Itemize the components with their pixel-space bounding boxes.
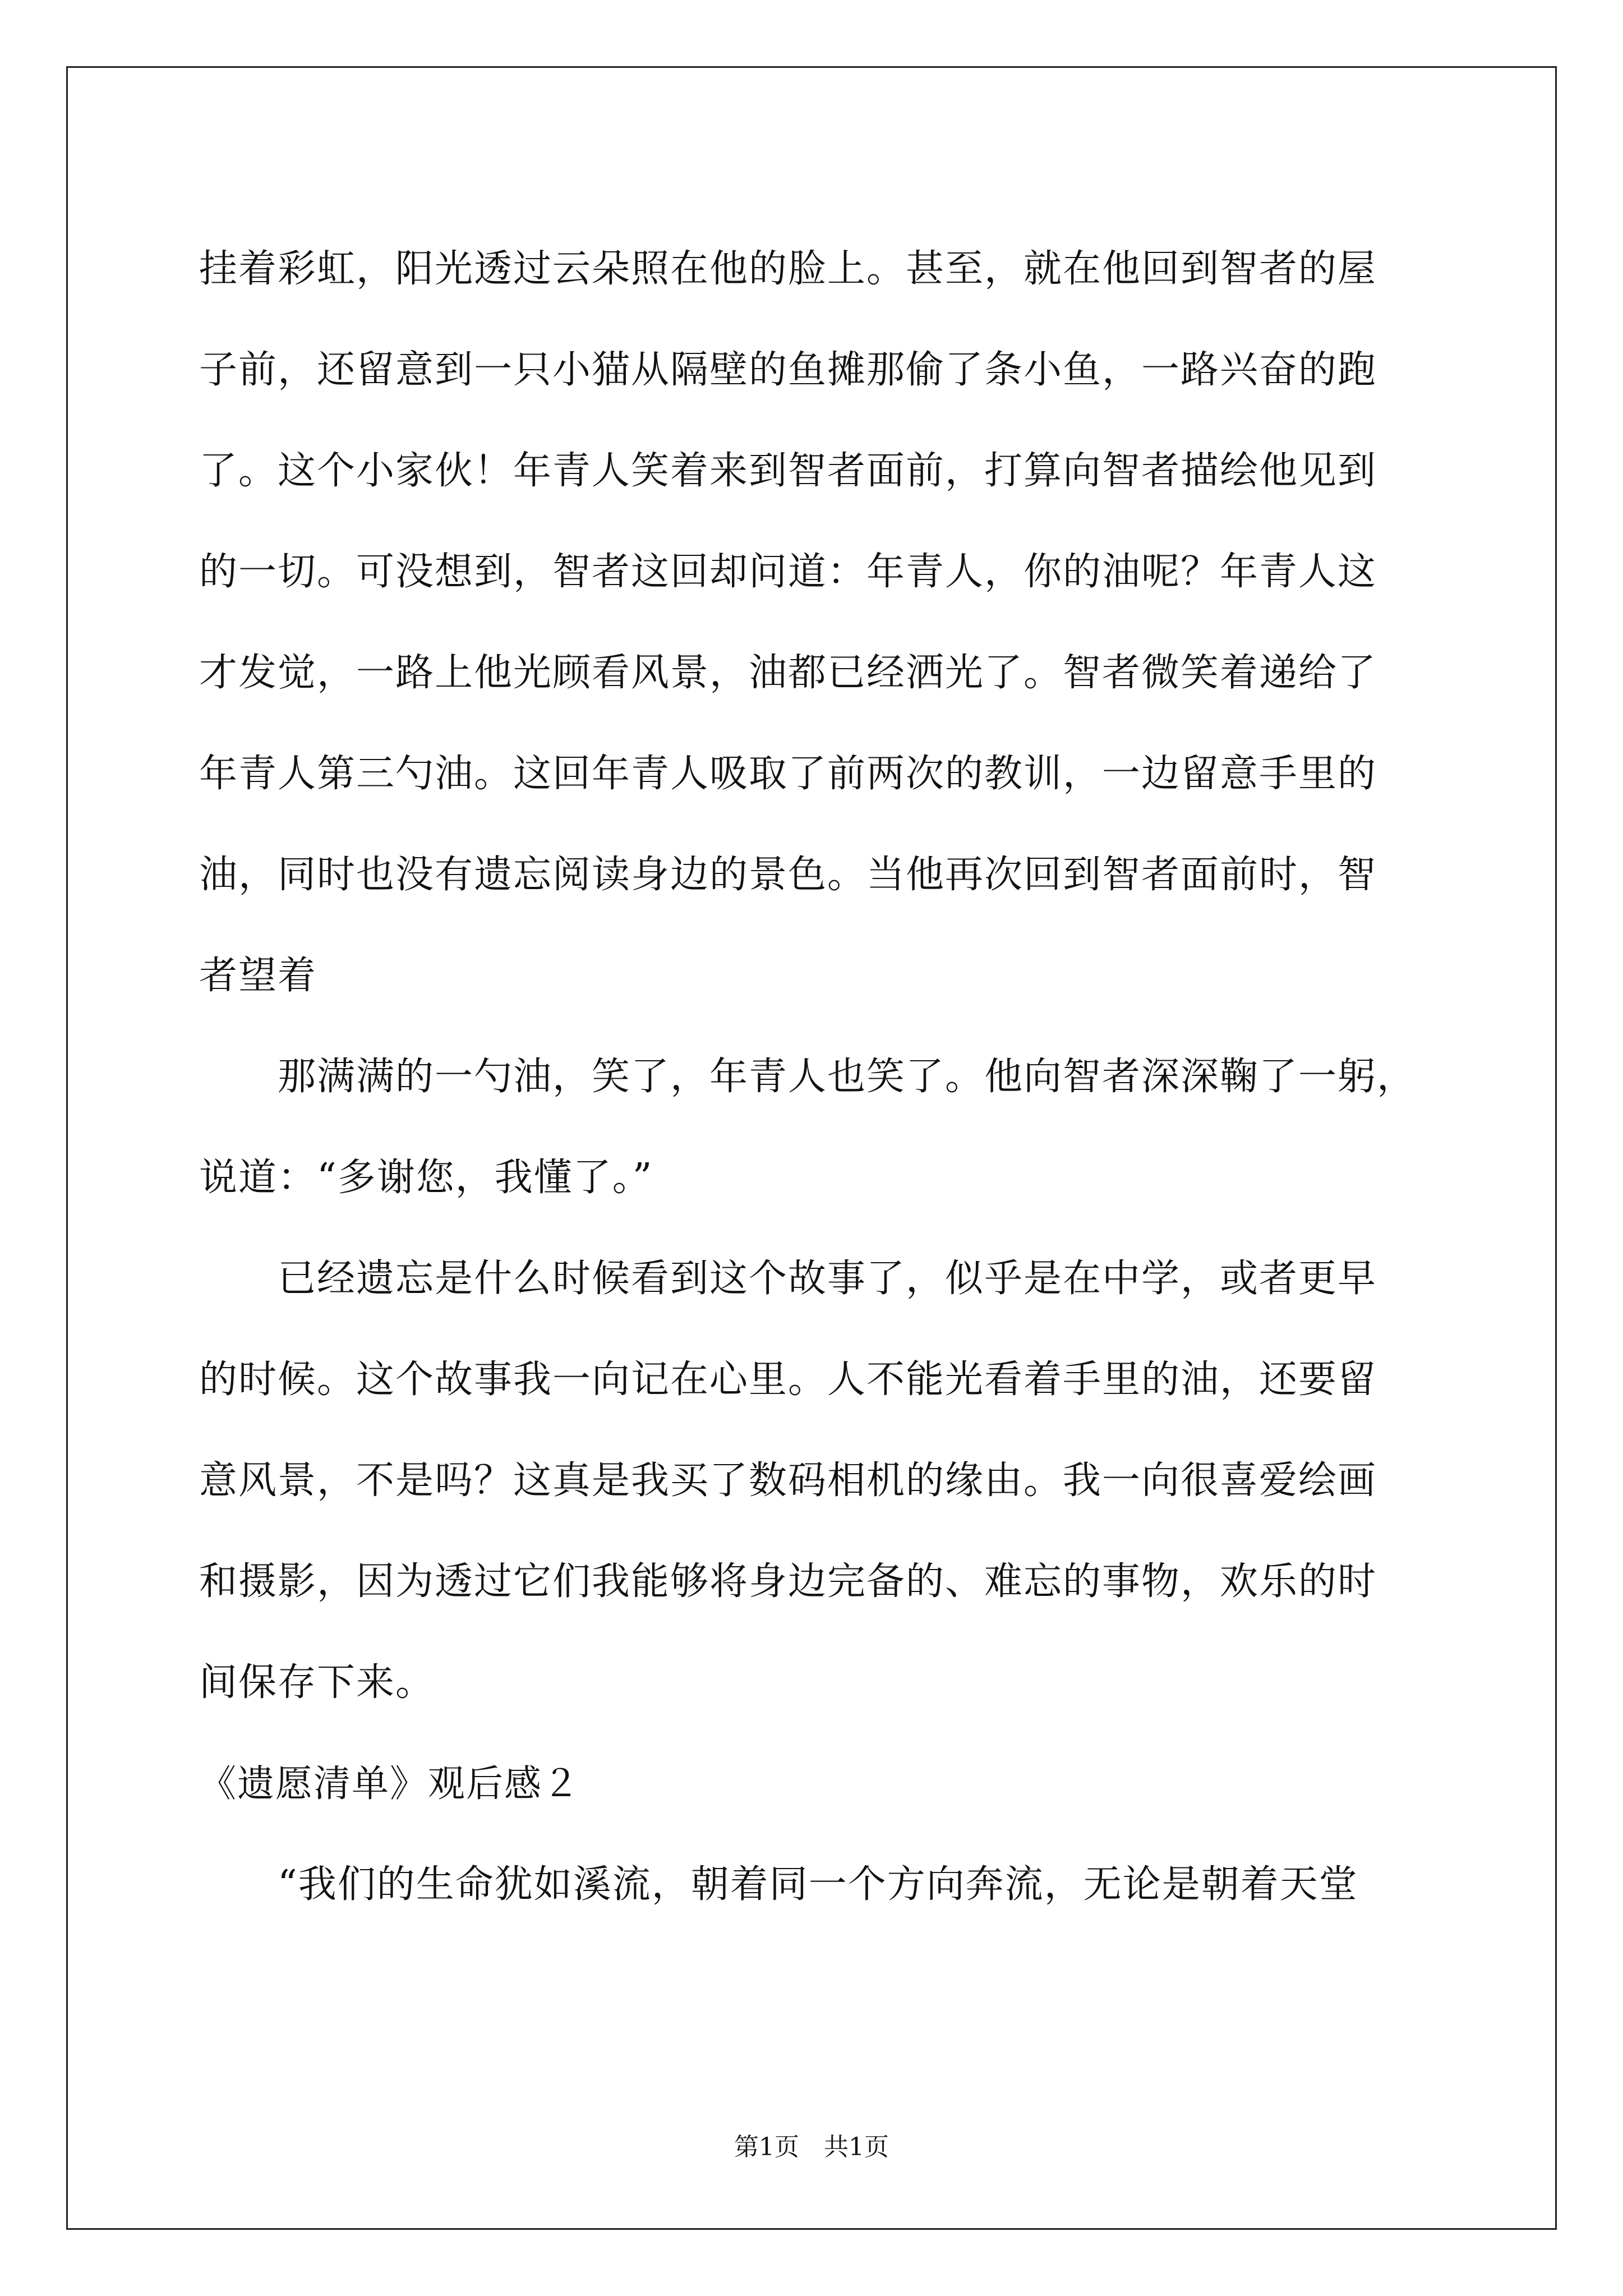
- text-line: 者望着: [199, 954, 317, 998]
- text-line: 说道：“多谢您，我懂了。”: [199, 1156, 653, 1200]
- text-line: 的一切。可没想到，智者这回却问道：年青人，你的油呢？年青人这: [199, 550, 1377, 594]
- text-line: 意风景，不是吗？这真是我买了数码相机的缘由。我一向很喜爱绘画: [199, 1458, 1377, 1503]
- text-line: 了。这个小家伙！年青人笑着来到智者面前，打算向智者描绘他见到: [199, 449, 1377, 493]
- text-line: 年青人第三勺油。这回年青人吸取了前两次的教训，一边留意手里的: [199, 752, 1377, 796]
- text-line: 挂着彩虹，阳光透过云朵照在他的脸上。甚至，就在他回到智者的屋: [199, 247, 1377, 291]
- text-line: 那满满的一勺油，笑了，年青人也笑了。他向智者深深鞠了一躬，: [199, 1055, 1417, 1099]
- text-line: “我们的生命犹如溪流，朝着同一个方向奔流，无论是朝着天堂: [199, 1862, 1358, 1907]
- text-line: 间保存下来。: [199, 1660, 435, 1705]
- section-title: 《遗愿清单》观后感２: [199, 1762, 580, 1805]
- text-line: 才发觉，一路上他光顾看风景，油都已经洒光了。智者微笑着递给了: [199, 651, 1377, 695]
- document-body: [199, 219, 1427, 1935]
- paragraph-4: [199, 1834, 1427, 1935]
- text-line: 子前，还留意到一只小猫从隔壁的鱼摊那偷了条小鱼，一路兴奋的跑: [199, 348, 1377, 392]
- text-line: 油，同时也没有遗忘阅读身边的景色。当他再次回到智者面前时，智: [199, 853, 1377, 897]
- paragraph-1: [199, 219, 1427, 1027]
- text-line: 的时候。这个故事我一向记在心里。人不能光看着手里的油，还要留: [199, 1358, 1377, 1402]
- paragraph-3: [199, 1228, 1427, 1733]
- page-number-label: 第1页 共1页: [734, 2133, 889, 2161]
- paragraph-2: [199, 1027, 1427, 1228]
- page-footer: [0, 2131, 1623, 2164]
- text-line: 和摄影，因为透过它们我能够将身边完备的、难忘的事物，欢乐的时: [199, 1559, 1377, 1604]
- text-line: 已经遗忘是什么时候看到这个故事了，似乎是在中学，或者更早: [199, 1257, 1377, 1301]
